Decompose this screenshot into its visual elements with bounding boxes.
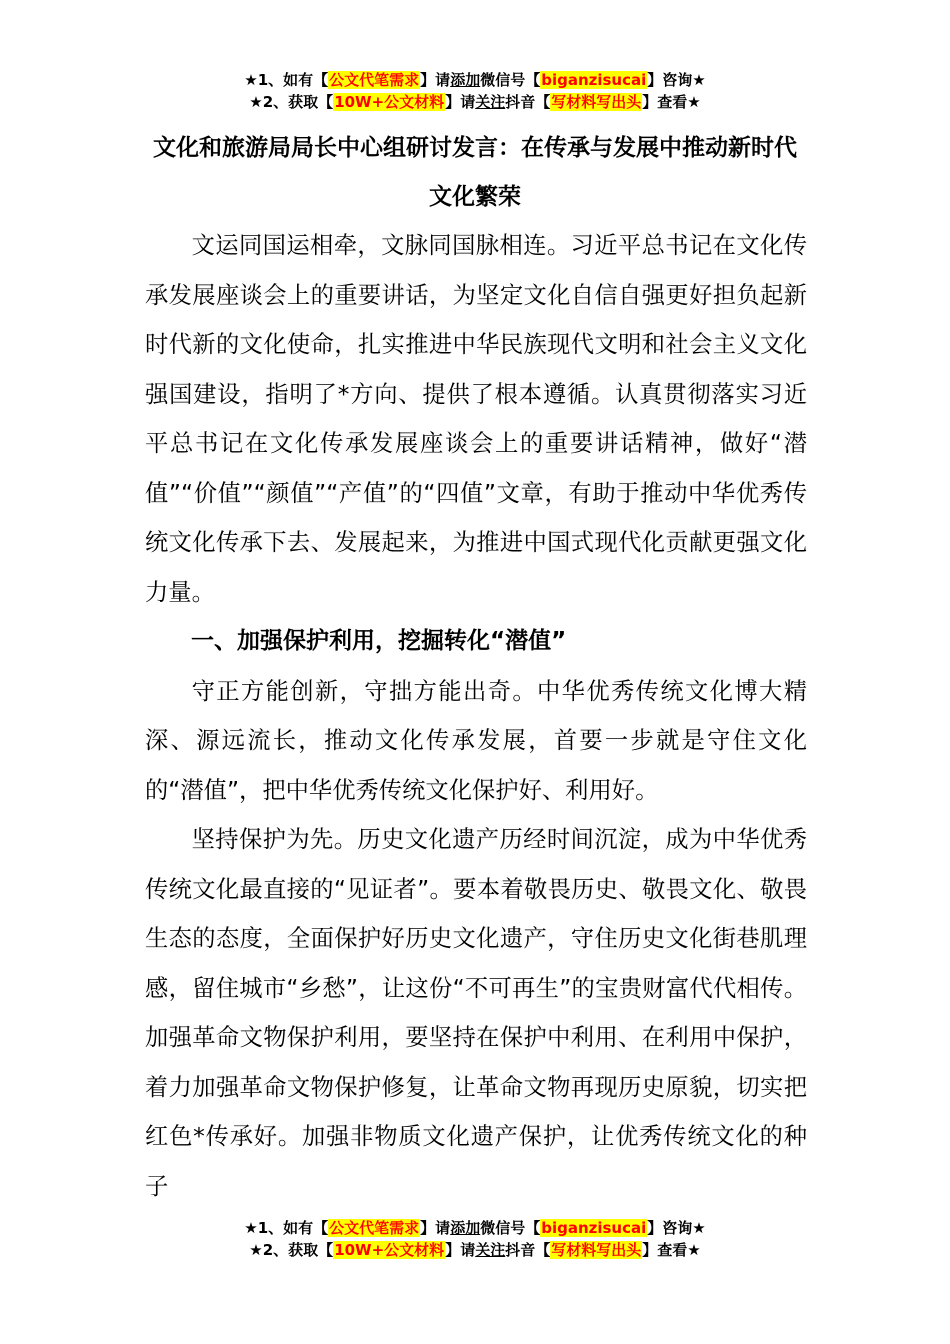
- banner-text: 】咨询★: [647, 71, 706, 89]
- header-banner: [0, 69, 950, 113]
- banner-text: 微信号【: [480, 71, 541, 89]
- banner-line-1: [0, 69, 950, 91]
- banner-text: 】请: [445, 93, 476, 111]
- banner-text: 】请: [420, 1219, 451, 1237]
- paragraph-intro: 文运同国运相牵，文脉同国脉相连。习近平总书记在文化传承发展座谈会上的重要讲话，为坚定文化自信自强更好担负起新时代新的文化使命，扎实推进中华民族现代文明和社会主义文化强国建设，指明了*方向、提供了根本遵循。认真贯彻落实习近平总书记在文化传承发展座谈会上的重要讲话精神，做好“潜值”“价值”“颜值”“产值”的“四值”文章，有助于推动中华优秀传统文化传承下去、发展起来，为推进中国式现代化贡献更强文化力量。: [145, 232, 807, 606]
- banner-underlined: 添加: [450, 1219, 481, 1237]
- banner-line-2: [0, 91, 950, 113]
- banner-text: 抖音【: [505, 1241, 551, 1259]
- paragraph-section1-intro: 守正方能创新，守拙方能出奇。中华优秀传统文化博大精深、源远流长，推动文化传承发展，首要一步就是守住文化的“潜值”，把中华优秀传统文化保护好、利用好。: [145, 677, 807, 804]
- banner-highlight: 10W+公文材料: [334, 93, 445, 111]
- banner-highlight: 10W+公文材料: [334, 1241, 445, 1259]
- banner-text: 】查看★: [642, 93, 701, 111]
- banner-text: 】查看★: [642, 1241, 701, 1259]
- footer-banner: [0, 1217, 950, 1261]
- banner-text: 微信号【: [480, 1219, 541, 1237]
- banner-text: 】请: [445, 1241, 476, 1259]
- banner-text: 】咨询★: [647, 1219, 706, 1237]
- banner-underlined: 关注: [475, 1241, 506, 1259]
- banner-line-1: [0, 1217, 950, 1239]
- banner-text: ★2、获取【: [249, 1241, 334, 1259]
- banner-text: ★2、获取【: [249, 93, 334, 111]
- banner-highlight: 写材料写出头: [551, 93, 642, 111]
- banner-text: 】请: [420, 71, 451, 89]
- banner-highlight: 写材料写出头: [551, 1241, 642, 1259]
- section-heading-1: 一、加强保护利用，挖掘转化“潜值”: [191, 628, 567, 654]
- banner-text: 抖音【: [505, 93, 551, 111]
- banner-underlined: 添加: [450, 71, 481, 89]
- banner-line-2: [0, 1239, 950, 1261]
- banner-underlined: 关注: [475, 93, 506, 111]
- document-body: [145, 221, 807, 1211]
- document-title: 文化和旅游局局长中心组研讨发言：在传承与发展中推动新时代文化繁荣: [153, 135, 797, 210]
- banner-highlight: 公文代笔需求: [329, 71, 420, 89]
- banner-text: ★1、如有【: [244, 1219, 329, 1237]
- banner-text: ★1、如有【: [244, 71, 329, 89]
- paragraph-protection: 坚持保护为先。历史文化遗产历经时间沉淀，成为中华优秀传统文化最直接的“见证者”。要本着敬畏历史、敬畏文化、敬畏生态的态度，全面保护好历史文化遗产，守住历史文化街巷肌理感，留住城市“乡愁”，让这份“不可再生”的宝贵财富代代相传。加强革命文物保护利用，要坚持在保护中利用、在利用中保护，着力加强革命文物保护修复，让革命文物再现历史原貌，切实把红色*传承好。加强非物质文化遗产保护，让优秀传统文化的种子: [145, 826, 807, 1200]
- banner-highlight: 公文代笔需求: [329, 1219, 420, 1237]
- banner-highlight: biganzisucai: [541, 1219, 647, 1237]
- banner-highlight: biganzisucai: [541, 71, 647, 89]
